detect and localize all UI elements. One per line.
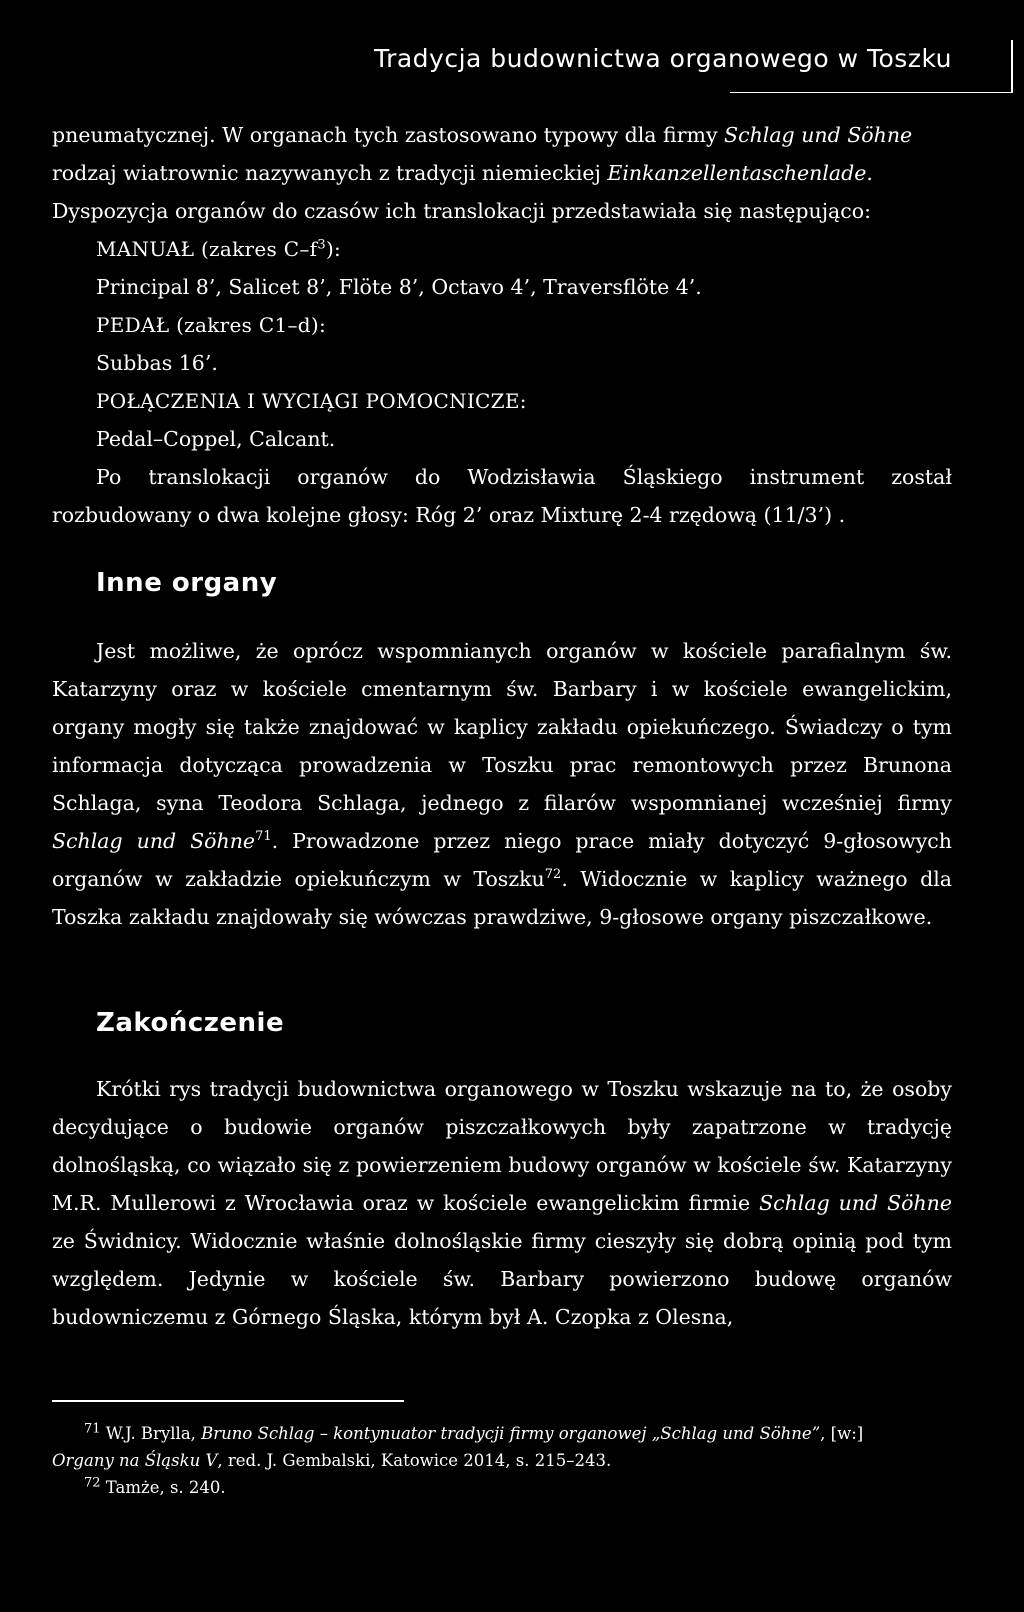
manual-stops: Principal 8’, Salicet 8’, Flöte 8’, Octavo 4’, Traversflöte 4’. xyxy=(96,275,702,299)
superscript: 3 xyxy=(317,237,326,253)
body-line xyxy=(52,154,952,192)
text-run: W.J. Brylla, xyxy=(100,1424,202,1443)
text-run: ): xyxy=(325,237,342,261)
couplers-list: Pedal–Coppel, Calcant. xyxy=(96,427,336,451)
inne-organy-section xyxy=(52,632,952,936)
footnote-71-continued xyxy=(52,1447,952,1474)
text-run: . Prowadzone przez niego prace miały dotyczyć 9-głosowych organów w zakładzie opiekuńczym w Toszku xyxy=(52,829,952,891)
footnote-number: 71 xyxy=(84,1421,101,1437)
disposition-section xyxy=(52,116,952,534)
pedal-heading: PEDAŁ (zakres C1–d): xyxy=(96,313,327,337)
text-run: Jest możliwe, że oprócz wspomnianych organów w kościele parafialnym św. Katarzyny oraz w kościele cmentarnym św. Barbary i w kościele ewangelickim, organy mogły się także znajdować w kaplicy zakładu opiekuńczego. Świadczy o tym informacja dotycząca prowadzenia w Toszku prac remontowych przez Brunona Schlaga, syna Teodora Schlaga, jednego z filarów wspomnianej wcześniej firmy xyxy=(52,639,952,815)
text-run: , [w:] xyxy=(820,1424,864,1443)
footnote-number: 72 xyxy=(84,1475,101,1491)
footnote-72 xyxy=(52,1474,952,1501)
firm-name: Schlag und Söhne xyxy=(724,123,913,147)
zakonczenie-paragraph xyxy=(52,1070,952,1336)
footnote-separator xyxy=(52,1400,404,1402)
header-rule xyxy=(730,92,1012,93)
footnote-71 xyxy=(52,1420,952,1447)
citation-title: Organy na Śląsku V xyxy=(52,1451,218,1470)
footnote-ref-71[interactable]: 71 xyxy=(255,829,272,845)
text-run: Krótki rys tradycji budownictwa organowego w Toszku wskazuje na to, że osoby decydujące o budowie organów piszczałkowych były zapatrzone w tradycję dolnośląską, co wiązało się z powierzeniem budowy organów w kościele św. Katarzyny M.R. Mullerowi z Wrocławia oraz w kościele ewangelickim firmie xyxy=(52,1077,952,1215)
zakonczenie-section xyxy=(52,1070,952,1336)
couplers-heading: POŁĄCZENIA I WYCIĄGI POMOCNICZE: xyxy=(96,389,527,413)
firm-name: Schlag und Söhne xyxy=(52,829,256,853)
text-run: . Widocznie w kaplicy ważnego dla Toszka zakładu znajdowały się wówczas prawdziwe, 9-głosowe organy piszczałkowe. xyxy=(52,867,952,929)
body-line xyxy=(52,116,952,154)
footnotes xyxy=(52,1420,952,1501)
firm-name: Schlag und Söhne xyxy=(759,1191,952,1215)
section-heading-zakonczenie: Zakończenie xyxy=(96,1008,285,1038)
text-run: Tamże, s. 240. xyxy=(100,1478,226,1497)
inne-organy-paragraph xyxy=(52,632,952,936)
running-header: Tradycja budownictwa organowego w Toszku xyxy=(373,44,952,73)
section-heading-inne-organy: Inne organy xyxy=(96,568,278,598)
text-run: MANUAŁ (zakres C–f xyxy=(96,237,318,261)
translocation-paragraph: Po translokacji organów do Wodzisławia Śląskiego instrument został rozbudowany o dwa kolejne głosy: Róg 2’ oraz Mixturę 2-4 rzędową (11/3’) . xyxy=(52,465,952,527)
body-line: Dyspozycja organów do czasów ich translokacji przedstawiała się następująco: xyxy=(52,199,871,223)
footnote-ref-72[interactable]: 72 xyxy=(544,867,562,883)
manual-heading xyxy=(52,230,952,268)
text-run: , red. J. Gembalski, Katowice 2014, s. 215–243. xyxy=(217,1451,612,1470)
text-run: pneumatycznej. W organach tych zastosowano typowy dla firmy xyxy=(52,123,725,147)
header-corner-mark xyxy=(1011,40,1013,93)
technical-term: Einkanzellentaschenlade. xyxy=(607,161,873,185)
text-run: ze Świdnicy. Widocznie właśnie dolnośląskie firmy cieszyły się dobrą opinią pod tym względem. Jedynie w kościele św. Barbary powierzono budowę organów budowniczemu z Górnego Śląska, którym był A. Czopka z Olesna, xyxy=(52,1229,952,1329)
pedal-stops: Subbas 16’. xyxy=(96,351,218,375)
text-run: rodzaj wiatrownic nazywanych z tradycji niemieckiej xyxy=(52,161,608,185)
citation-title: Bruno Schlag – kontynuator tradycji firmy organowej „Schlag und Söhne” xyxy=(201,1424,821,1443)
